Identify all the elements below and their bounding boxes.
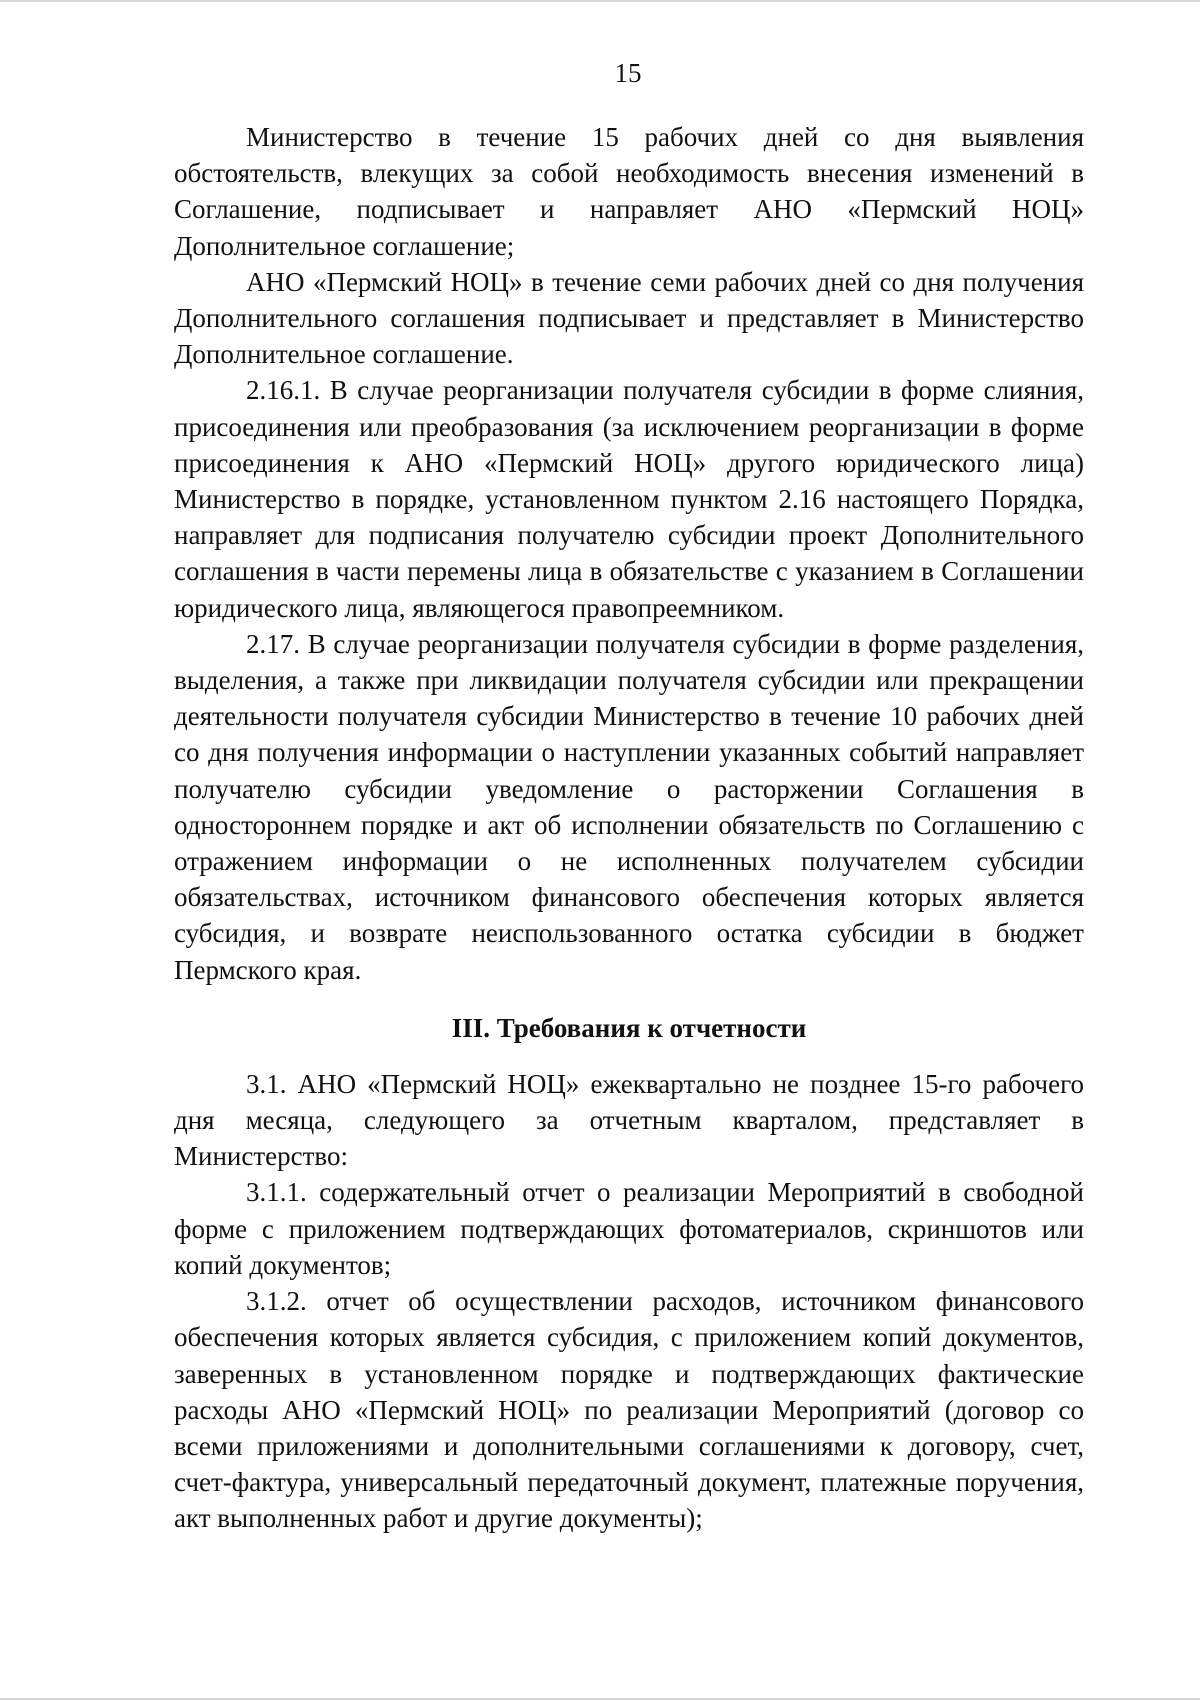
- paragraph-2-16-1: 2.16.1. В случае реорганизации получателя субсидии в форме слияния, присоединения или преобразования (за исключением реорганизации в форме присоединения к АНО «Пермский НОЦ» другого юридического лица) Министерство в порядке, установленном пунктом 2.16 настоящего Порядка, направляет для подписания получателю субсидии проект Дополнительного соглашения в части перемены лица в обязательстве с указанием в Соглашении юридического лица, являющегося правопреемником.: [174, 375, 1084, 623]
- section-heading: III. Требования к отчетности: [451, 1012, 807, 1043]
- paragraph-ano-signing: АНО «Пермский НОЦ» в течение семи рабочих дней со дня получения Дополнительного соглашения подписывает и представляет в Министерство Дополнительное соглашение.: [174, 266, 1084, 370]
- page-top-edge: [0, 0, 1200, 2]
- paragraph-2-17: 2.17. В случае реорганизации получателя субсидии в форме разделения, выделения, а также при ликвидации получателя субсидии или прекращении деятельности получателя субсидии Министерство в течение 10 рабочих дней со дня получения информации о наступлении указанных событий направляет получателю субсидии уведомление о расторжении Соглашения в одностороннем порядке и акт об исполнении обязательств по Соглашению с отражением информации о не исполненных получателем субсидии обязательствах, источником финансового обеспечения которых является субсидия, и возврате неиспользованного остатка субсидии в бюджет Пермского края.: [174, 628, 1084, 985]
- paragraph-3-1-2: 3.1.2. отчет об осуществлении расходов, источником финансового обеспечения которых является субсидия, с приложением копий документов, заверенных в установленном порядке и подтверждающих фактические расходы АНО «Пермский НОЦ» по реализации Мероприятий (договор со всеми приложениями и дополнительными соглашениями к договору, счет, счет-фактура, универсальный передаточный документ, платежные поручения, акт выполненных работ и другие документы);: [174, 1286, 1084, 1534]
- paragraph-ministry-signing: Министерство в течение 15 рабочих дней со дня выявления обстоятельств, влекущих за собой необходимость внесения изменений в Соглашение, подписывает и направляет АНО «Пермский НОЦ» Дополнительное соглашение;: [174, 122, 1084, 261]
- page-number: 15: [614, 58, 642, 88]
- paragraph-3-1-1: 3.1.1. содержательный отчет о реализации Мероприятий в свободной форме с приложением подтверждающих фотоматериалов, скриншотов или копий документов;: [174, 1177, 1084, 1280]
- paragraph-3-1: 3.1. АНО «Пермский НОЦ» ежеквартально не позднее 15-го рабочего дня месяца, следующего за отчетным кварталом, представляет в Министерство:: [174, 1068, 1084, 1172]
- document-body: [174, 119, 1084, 1537]
